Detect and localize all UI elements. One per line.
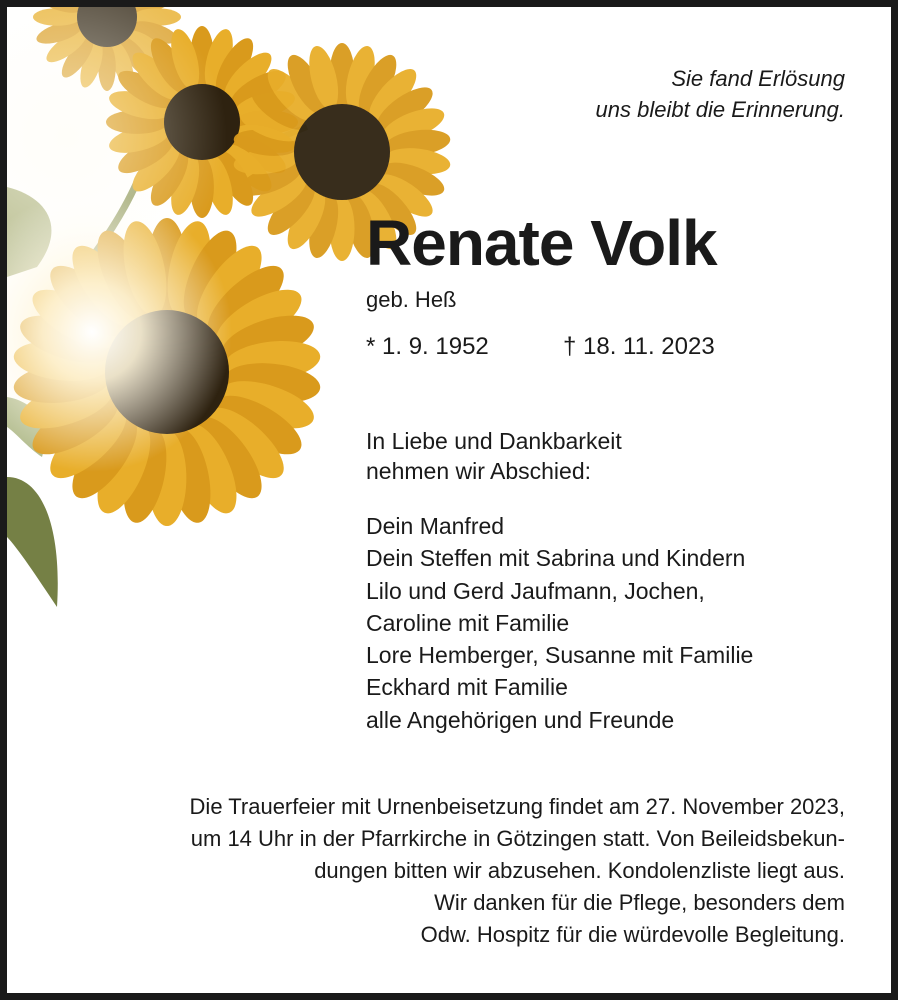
mourner-line: Dein Steffen mit Sabrina und Kindern [366,545,746,572]
obituary-card [7,7,891,993]
motto [596,63,846,125]
intro-line: In Liebe und Dankbarkeit [366,428,622,454]
notice-line: Wir danken für die Pflege, besonders dem [434,890,845,915]
funeral-notice [190,791,845,951]
mourners-list [366,510,753,736]
mourner-line: Eckhard mit Familie [366,674,568,701]
farewell-intro [366,426,622,486]
death-date: † 18. 11. 2023 [563,333,715,360]
birth-date: * 1. 9. 1952 [366,333,489,360]
motto-line: Sie fand Erlösung [671,66,845,91]
mourner-line: Lore Hemberger, Susanne mit Familie [366,642,754,669]
notice-line: Die Trauerfeier mit Urnenbeisetzung findet am 27. November 2023, [189,794,845,819]
notice-line: dungen bitten wir abzusehen. Kondolenzliste liegt aus. [314,858,845,883]
mourner-line: Lilo und Gerd Jaufmann, Jochen, [366,577,705,604]
motto-line: uns bleibt die Erinnerung. [595,97,845,122]
mourner-line: Dein Manfred [366,513,505,539]
deceased-name: Renate Volk [366,207,717,279]
mourner-line: alle Angehörigen und Freunde [366,706,675,733]
maiden-name: geb. Heß [366,287,457,312]
notice-line: um 14 Uhr in der Pfarrkirche in Götzingen statt. Von Beileidsbekun- [190,826,845,851]
notice-line: Odw. Hospitz für die würdevolle Begleitung. [420,922,845,947]
intro-line: nehmen wir Abschied: [366,458,592,484]
mourner-line: Caroline mit Familie [366,609,570,636]
